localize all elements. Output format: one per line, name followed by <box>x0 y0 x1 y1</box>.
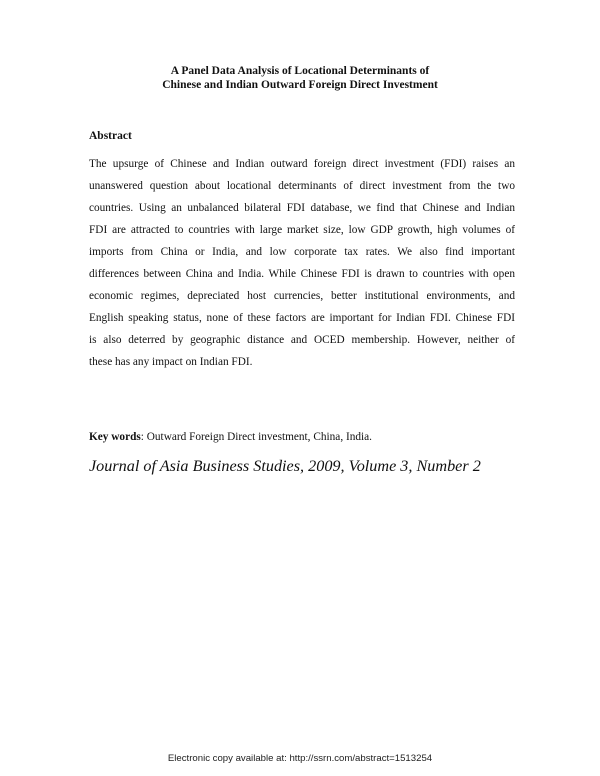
footer-ssrn-link: Electronic copy available at: http://ssrn.com/abstract=1513254 <box>167 753 433 764</box>
keywords-label: Key words <box>89 431 141 443</box>
abstract-heading: Abstract <box>89 130 132 142</box>
paper-title-line-2: Chinese and Indian Outward Foreign Direct Investment <box>162 79 438 91</box>
abstract-line: these has any impact on Indian FDI. <box>89 356 253 368</box>
abstract-line: economic regimes, depreciated host currencies, better institutional environments, and <box>89 290 515 302</box>
abstract-line: English speaking status, none of these factors are important for Indian FDI. Chinese FDI <box>89 312 515 324</box>
paper-title-line-1: A Panel Data Analysis of Locational Determinants of <box>170 65 430 77</box>
keywords-text: : Outward Foreign Direct investment, China, India. <box>140 431 373 443</box>
abstract-line: is also deterred by geographic distance and OCED membership. However, neither of <box>89 334 515 346</box>
keywords <box>89 430 372 444</box>
abstract-line: unanswered question about locational determinants of direct investment from the two <box>89 180 515 192</box>
abstract-line: differences between China and India. While Chinese FDI is drawn to countries with open <box>89 268 515 280</box>
journal-citation: Journal of Asia Business Studies, 2009, Volume 3, Number 2 <box>89 457 481 475</box>
abstract-line: The upsurge of Chinese and Indian outward foreign direct investment (FDI) raises an <box>89 158 515 170</box>
abstract-line: FDI are attracted to countries with large market size, low GDP growth, high volumes of <box>89 224 515 236</box>
abstract-line: countries. Using an unbalanced bilateral FDI database, we find that Chinese and Indian <box>89 202 515 214</box>
abstract-line: imports from China or India, and low corporate tax rates. We also find important <box>89 246 515 258</box>
